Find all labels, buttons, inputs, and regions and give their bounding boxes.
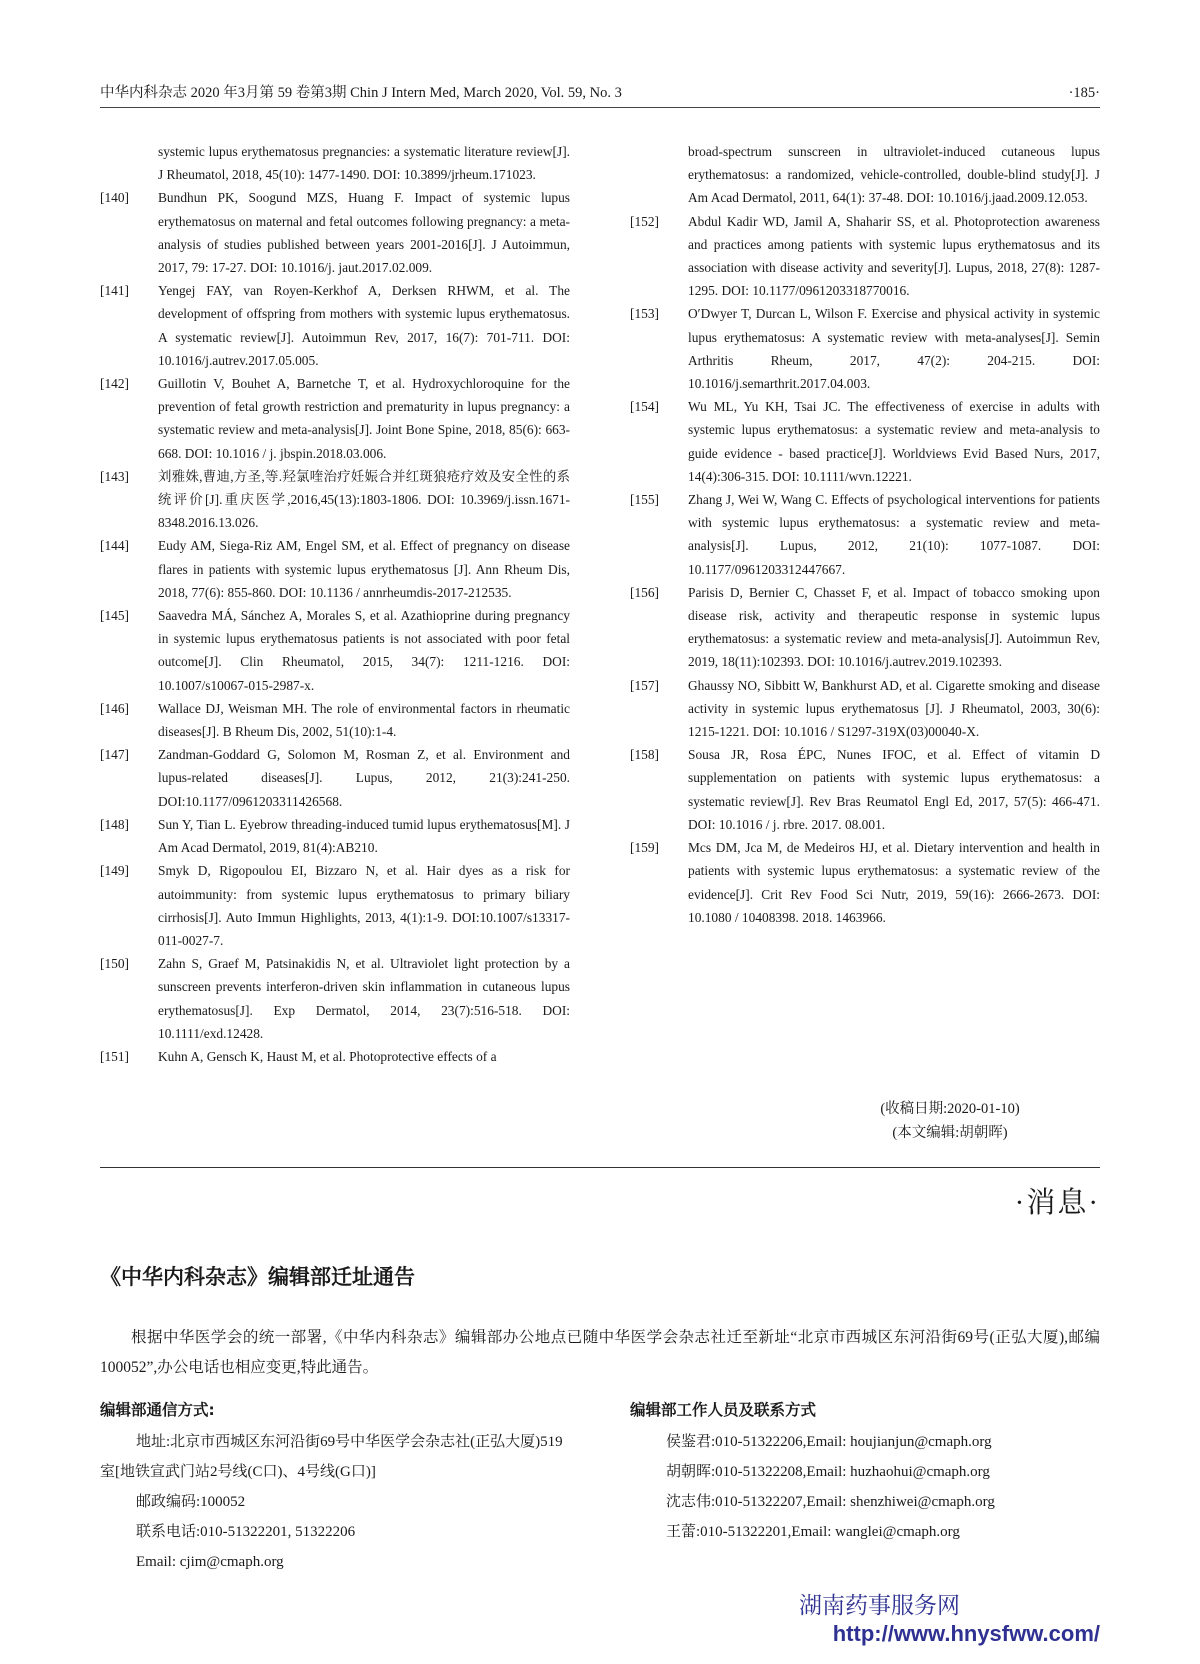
reference-number: [153] [630,306,660,322]
staff-contact-line: 沈志伟:010-51322207,Email: shenzhiwei@cmaph.org [666,1494,995,1510]
reference-number: [141] [100,283,130,299]
journal-header: 中华内科杂志 2020 年3月第 59 卷第3期 Chin J Intern Med, March 2020, Vol. 59, No. 3 [100,85,622,101]
reference-number: [146] [100,700,130,716]
reference-text: Yengej FAY, van Royen-Kerkhof A, Derksen RHWM, et al. The development of offspring from mothers with systemic lupus erythematosus. A systematic review[J]. Autoimmun Rev, 2017, 16(7): 701-711. DOI: 10.1016/j.autrev.2017.05.005. [158,283,570,368]
reference-number: [149] [100,863,130,879]
reference-text: broad-spectrum sunscreen in ultraviolet-induced cutaneous lupus erythematosus: a randomized, vehicle-controlled, double-blind study[J]. J Am Acad Dermatol, 2011, 64(1): 37-48. DOI: 10.1016/j.jaad.2009.12.053. [688,144,1100,206]
editorial-phone: 联系电话:010-51322201, 51322206 [136,1524,356,1540]
reference-item [100,1045,570,1068]
reference-number: [154] [630,399,660,415]
reference-item [100,372,570,465]
reference-number: [144] [100,538,130,554]
reference-text: Guillotin V, Bouhet A, Barnetche T, et al. Hydroxychloroquine for the prevention of fetal growth restriction and prematurity in lupus pregnancy: a systematic review and meta-analysis[J]. Joint Bone Spine, 2018, 85(6): 663-668. DOI: 10.1016 / j. jbspin.2018.03.006. [158,376,570,461]
section-rule [100,1167,1100,1168]
reference-text: Wu ML, Yu KH, Tsai JC. The effectiveness of exercise in adults with systemic lupus erythematosus: a systematic review and meta-analysis to guide evidence - based practice[J]. Worldviews Evid Based Nurs, 2017, 14(4):306-315. DOI: 10.1111/wvn.12221. [688,399,1100,484]
watermark-url: http://www.hnysfww.com/ [832,1621,1100,1646]
reference-text: Bundhun PK, Soogund MZS, Huang F. Impact of systemic lupus erythematosus on maternal and fetal outcomes following pregnancy: a meta-analysis of studies published between years 2001-2016[J]. J Autoimmun, 2017, 79: 17-27. DOI: 10.1016/j. jaut.2017.02.009. [158,190,570,276]
reference-item [630,674,1100,744]
reference-item [100,534,570,604]
reference-text: Zandman-Goddard G, Solomon M, Rosman Z, et al. Environment and lupus-related diseases[J]. Lupus, 2012, 21(3):241-250. DOI:10.1177/0961203311426568. [158,747,570,809]
reference-item [100,604,570,697]
article-editor: (本文编辑:胡朝晖) [892,1125,1008,1141]
reference-item [630,140,1100,210]
watermark-site-name: 湖南药事服务网 [799,1593,960,1619]
reference-number: [155] [630,492,660,508]
reference-item [100,859,570,952]
editorial-email: Email: cjim@cmaph.org [136,1554,284,1570]
reference-text: Eudy AM, Siega-Riz AM, Engel SM, et al. Effect of pregnancy on disease flares in patients with systemic lupus erythematosus [J]. Ann Rheum Dis, 2018, 77(6): 855-860. DOI: 10.1136 / annrheumdis-2017-212535. [158,538,570,600]
staff-contact-heading: 编辑部工作人员及联系方式 [630,1401,817,1419]
reference-item [100,952,570,1045]
references-right-column [630,140,1100,929]
reference-number: [158] [630,747,660,763]
reference-item [100,279,570,372]
reference-item [630,210,1100,303]
reference-number: [152] [630,213,660,229]
reference-text: Smyk D, Rigopoulou EI, Bizzaro N, et al. Hair dyes as a risk for autoimmunity: from systemic lupus erythematosus to primary biliary cirrhosis[J]. Auto Immun Highlights, 2013, 4(1):1-9. DOI:10.1007/s13317-011-0027-7. [158,863,570,948]
reference-text: Ghaussy NO, Sibbitt W, Bankhurst AD, et al. Cigarette smoking and disease activity in systemic lupus erythematosus [J]. J Rheumatol, 2003, 30(6): 1215-1221. DOI: 10.1016 / S1297-319X(03)00040-X. [688,677,1100,740]
reference-text: Zahn S, Graef M, Patsinakidis N, et al. Ultraviolet light protection by a sunscreen prevents interferon-driven skin inflammation in cutaneous lupus erythematosus[J]. Exp Dermatol, 2014, 23(7):516-518. DOI: 10.1111/exd.12428. [158,956,570,1041]
reference-number: [150] [100,956,130,972]
staff-contact-line: 侯鉴君:010-51322206,Email: houjianjun@cmaph.org [666,1434,992,1450]
reference-number: [151] [100,1048,130,1064]
received-info [830,1097,1070,1145]
reference-number: [157] [630,677,660,693]
reference-item [630,581,1100,674]
references-left-column [100,140,570,1068]
reference-number: [140] [100,190,130,206]
reference-text: Zhang J, Wei W, Wang C. Effects of psychological interventions for patients with systemic lupus erythematosus: a systematic review and meta-analysis[J]. Lupus, 2012, 21(10): 1077-1087. DOI: 10.1177/0961203312447667. [688,492,1100,577]
staff-contact [630,1395,1100,1547]
editorial-postcode: 邮政编码:100052 [136,1494,246,1510]
reference-text: Kuhn A, Gensch K, Haust M, et al. Photoprotective effects of a [158,1048,497,1064]
reference-text: Sousa JR, Rosa ÉPC, Nunes IFOC, et al. Effect of vitamin D supplementation on patients with systemic lupus erythematosus: a systematic review[J]. Rev Bras Reumatol Engl Ed, 2017, 57(5): 466-471. DOI: 10.1016 / j. rbre. 2017. 08.001. [688,747,1100,832]
reference-item [100,743,570,813]
reference-number: [159] [630,840,660,856]
reference-text: 刘雅姝,曹迪,方圣,等.羟氯喹治疗妊娠合并红斑狼疮疗效及安全性的系统评价[J].重庆医学,2016,45(13):1803-1806. DOI: 10.3969/j.issn.1671-8348.2016.13.026. [158,468,570,531]
notice-title: 《中华内科杂志》编辑部迁址通告 [100,1265,415,1289]
editorial-address: 地址:北京市西城区东河沿街69号中华医学会杂志社(正弘大厦)519室[地铁宣武门站2号线(C口)、4号线(G口)] [100,1434,563,1480]
reference-text: Mcs DM, Jca M, de Medeiros HJ, et al. Dietary intervention and health in patients with systemic lupus erythematosus: a systematic review of the evidence[J]. Crit Rev Food Sci Nutr, 2019, 59(16): 2666-2673. DOI: 10.1080 / 10408398. 2018. 1463966. [688,840,1100,925]
reference-item [630,395,1100,488]
notice-body: 根据中华医学会的统一部署,《中华内科杂志》编辑部办公地点已随中华医学会杂志社迁至新址“北京市西城区东河沿街69号(正弘大厦),邮编 100052”,办公电话也相应变更,特此通告。 [100,1329,1100,1376]
site-watermark [799,1592,1100,1648]
reference-item [630,743,1100,836]
reference-number: [142] [100,376,130,392]
reference-text: Wallace DJ, Weisman MH. The role of environmental factors in rheumatic diseases[J]. B Rheum Dis, 2002, 51(10):1-4. [158,700,570,740]
staff-contact-line: 胡朝晖:010-51322208,Email: huzhaohui@cmaph.org [666,1464,990,1480]
reference-item [100,697,570,743]
reference-number: [156] [630,584,660,600]
reference-item [630,488,1100,581]
news-section-tag: ·消息· [1014,1187,1100,1219]
staff-contact-line: 王蕾:010-51322201,Email: wanglei@cmaph.org [666,1524,960,1540]
editorial-contact [100,1395,570,1577]
reference-number: [147] [100,747,130,763]
reference-text: Saavedra MÁ, Sánchez A, Morales S, et al. Azathioprine during pregnancy in systemic lupus erythematosus patients is not associated with poor fetal outcome[J]. Clin Rheumatol, 2015, 34(7): 1211-1216. DOI: 10.1007/s10067-015-2987-x. [158,608,570,693]
editorial-contact-heading: 编辑部通信方式: [100,1401,215,1419]
reference-item [630,836,1100,929]
reference-item [100,813,570,859]
reference-item [100,186,570,279]
reference-text: systemic lupus erythematosus pregnancies: a systematic literature review[J]. J Rheumatol, 2018, 45(10): 1477-1490. DOI: 10.3899/jrheum.171023. [158,144,570,183]
reference-item [100,140,570,186]
reference-item [630,302,1100,395]
reference-text: Parisis D, Bernier C, Chasset F, et al. Impact of tobacco smoking upon disease risk, activity and therapeutic response in systemic lupus erythematosus: a systematic review and meta-analysis[J]. Autoimmun Rev, 2019, 18(11):102393. DOI: 10.1016/j.autrev.2019.102393. [688,584,1100,670]
reference-text: Sun Y, Tian L. Eyebrow threading-induced tumid lupus erythematosus[M]. J Am Acad Dermatol, 2019, 81(4):AB210. [158,816,570,856]
running-header [100,82,1100,104]
reference-text: Abdul Kadir WD, Jamil A, Shaharir SS, et al. Photoprotection awareness and practices among patients with systemic lupus erythematosus and its association with disease activity and severity[J]. Lupus, 2018, 27(8): 1287-1295. DOI: 10.1177/0961203318770016. [688,213,1100,299]
reference-text: O′Dwyer T, Durcan L, Wilson F. Exercise and physical activity in systemic lupus erythematosus: A systematic review with meta-analyses[J]. Semin Arthritis Rheum, 2017, 47(2): 204-215. DOI: 10.1016/j.semarthrit.2017.04.003. [688,306,1100,392]
reference-item [100,465,570,535]
header-rule [100,107,1100,108]
received-date: (收稿日期:2020-01-10) [880,1101,1020,1117]
reference-number: [143] [100,468,130,484]
reference-number: [145] [100,608,130,624]
page-number: ·185· [1068,85,1100,101]
reference-number: [148] [100,816,130,832]
